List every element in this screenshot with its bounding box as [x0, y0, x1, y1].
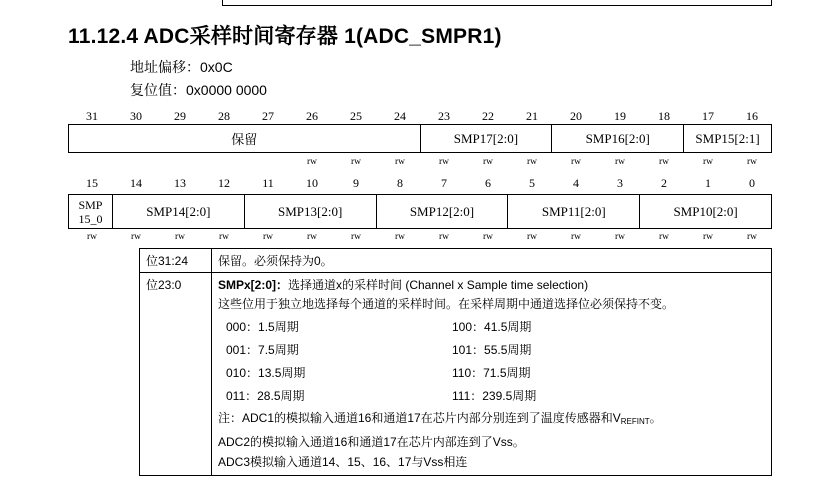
cycle-option: 011：28.5周期 — [226, 389, 305, 403]
bit-description-table — [139, 248, 772, 476]
bit-number: 23 — [438, 109, 450, 123]
smp-field-name: SMPx[2:0]： — [218, 278, 289, 292]
address-offset: 地址偏移：0x0C — [130, 59, 233, 75]
field-smp12: SMP12[2:0] — [376, 195, 508, 229]
access-label: rw — [262, 232, 274, 242]
access-label: rw — [86, 232, 98, 242]
section-title: 11.12.4 ADC采样时间寄存器 1(ADC_SMPR1) — [68, 25, 502, 48]
access-label: rw — [438, 232, 450, 242]
bit-number: 6 — [485, 176, 491, 190]
field-smp16: SMP16[2:0] — [552, 125, 684, 153]
bit-number: 8 — [397, 176, 403, 190]
access-label: rw — [570, 157, 582, 167]
access-label: rw — [702, 157, 714, 167]
access-label: rw — [614, 157, 626, 167]
bit-number: 26 — [306, 109, 318, 123]
field-smp15-high: SMP15[2:1] — [684, 125, 772, 153]
register-low-half — [68, 194, 772, 229]
note-adc1-end: 。 — [649, 411, 662, 425]
field-smp10: SMP10[2:0] — [640, 195, 772, 229]
field-smp14: SMP14[2:0] — [112, 195, 244, 229]
access-label: rw — [526, 232, 538, 242]
bit-number: 12 — [218, 176, 230, 190]
cycle-option: 111：239.5周期 — [452, 389, 537, 403]
bit-number: 27 — [262, 109, 274, 123]
bit-number: 1 — [705, 176, 711, 190]
access-label: rw — [218, 232, 230, 242]
field-smp17: SMP17[2:0] — [420, 125, 552, 153]
bit-number: 16 — [746, 109, 758, 123]
bit-number: 7 — [441, 176, 447, 190]
register-high-half — [68, 124, 772, 153]
access-label: rw — [306, 157, 318, 167]
cycle-option: 110：71.5周期 — [452, 366, 531, 380]
bit-number: 2 — [661, 176, 667, 190]
cycle-option: 100：41.5周期 — [452, 320, 532, 334]
bit-number: 29 — [174, 109, 186, 123]
bit-number: 11 — [262, 176, 274, 190]
access-label: rw — [350, 232, 362, 242]
bit-number: 13 — [174, 176, 186, 190]
reset-value: 复位值：0x0000 0000 — [130, 82, 267, 98]
access-label: rw — [570, 232, 582, 242]
bit-number: 19 — [614, 109, 626, 123]
bit-number: 3 — [617, 176, 623, 190]
bit-number: 5 — [529, 176, 535, 190]
access-label: rw — [438, 157, 450, 167]
bit-number: 24 — [394, 109, 406, 123]
bit-number: 18 — [658, 109, 670, 123]
bit-number: 15 — [86, 176, 98, 190]
table-row — [140, 273, 772, 476]
previous-table-edge — [222, 0, 772, 6]
access-label: rw — [482, 232, 494, 242]
access-label: rw — [658, 232, 670, 242]
cycle-option: 000：1.5周期 — [226, 320, 299, 334]
bit-number: 10 — [306, 176, 318, 190]
bit-number: 0 — [749, 176, 755, 190]
vrefint-subscript: REFINT — [620, 417, 650, 426]
access-label: rw — [746, 232, 758, 242]
field-reserved: 保留 — [69, 125, 421, 153]
note-adc1 — [218, 408, 765, 432]
bit-number: 9 — [353, 176, 359, 190]
bit-number: 21 — [526, 109, 538, 123]
field-smp13: SMP13[2:0] — [244, 195, 376, 229]
access-label: rw — [746, 157, 758, 167]
note-adc1-text: 注：ADC1的模拟输入通道16和通道17在芯片内部分别连到了温度传感器和V — [218, 411, 621, 425]
cycle-option: 101：55.5周期 — [452, 343, 532, 357]
smp-field-title: 选择通道x的采样时间 (Channel x Sample time selection) — [288, 278, 589, 292]
table-row — [140, 249, 772, 273]
note-adc3: ADC3模拟输入通道14、15、16、17与Vss相连 — [218, 455, 468, 469]
bit-number: 17 — [702, 109, 714, 123]
note-adc2: ADC2的模拟输入通道16和通道17在芯片内部连到了Vss。 — [218, 435, 525, 449]
bit-number: 25 — [350, 109, 362, 123]
access-label: rw — [526, 157, 538, 167]
access-label: rw — [658, 157, 670, 167]
bit-number: 4 — [573, 176, 579, 190]
bit-number: 30 — [130, 109, 142, 123]
bits-reserved: 位31:24 — [140, 249, 212, 273]
smp-detail: 这些位用于独立地选择每个通道的采样时间。在采样周期中通道选择位必须保持不变。 — [218, 297, 675, 311]
bit-number: 20 — [570, 109, 582, 123]
access-label: rw — [614, 232, 626, 242]
access-label: rw — [306, 232, 318, 242]
access-label: rw — [350, 157, 362, 167]
cycle-option: 001：7.5周期 — [226, 343, 299, 357]
reserved-description: 保留。必须保持为0。 — [212, 249, 772, 273]
field-smp15-low: SMP 15_0 — [69, 195, 113, 229]
access-label: rw — [394, 232, 406, 242]
bit-number: 14 — [130, 176, 142, 190]
bit-number: 31 — [86, 109, 98, 123]
bit-number: 28 — [218, 109, 230, 123]
bits-smp: 位23:0 — [140, 273, 212, 476]
bit-number: 22 — [482, 109, 494, 123]
cycle-option: 010：13.5周期 — [226, 366, 306, 380]
access-label: rw — [482, 157, 494, 167]
smp-heading — [218, 276, 765, 295]
access-label: rw — [702, 232, 714, 242]
access-label: rw — [394, 157, 406, 167]
access-label: rw — [174, 232, 186, 242]
cycle-options — [226, 316, 765, 408]
field-smp11: SMP11[2:0] — [508, 195, 640, 229]
access-label: rw — [130, 232, 142, 242]
